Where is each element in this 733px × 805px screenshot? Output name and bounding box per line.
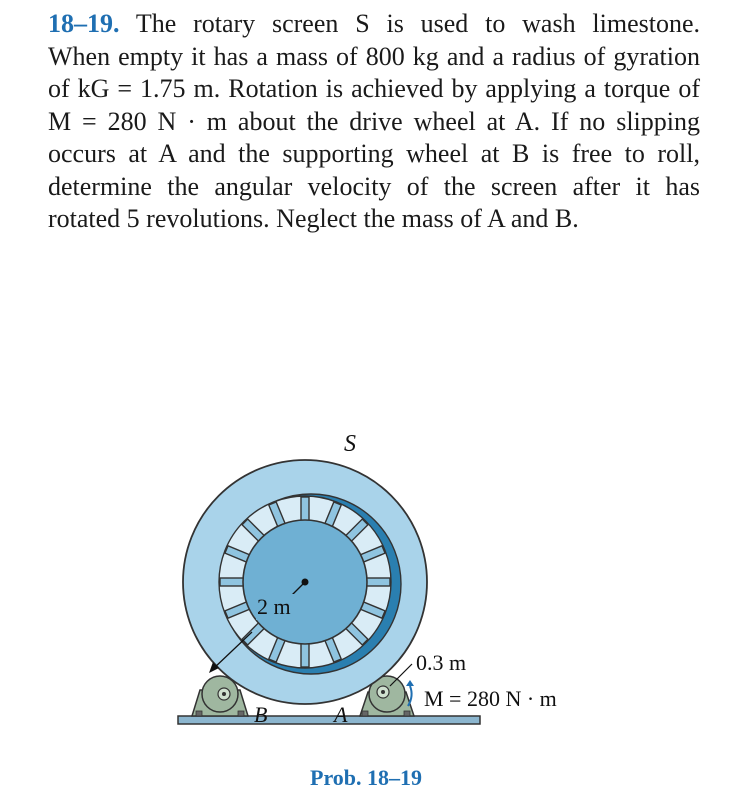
- problem-line-1: 18–19. The rotary screen S is used to wash limestone.: [48, 9, 700, 38]
- problem-line-3: of kG = 1.75 m. Rotation is achieved by applying a torque of: [48, 74, 700, 103]
- torque-label: M = 280 N · m: [424, 686, 557, 711]
- label-s: S: [344, 431, 356, 457]
- radius-label: 2 m: [257, 594, 291, 619]
- problem-line-2: When empty it has a mass of 800 kg and a radius of gyration: [48, 41, 700, 71]
- problem-line-5: occurs at A and the supporting wheel at B is free to roll,: [48, 139, 700, 168]
- label-a: A: [334, 702, 348, 727]
- torque-arrowhead: [406, 680, 414, 686]
- problem-line-6: determine the angular velocity of the screen after it has: [48, 171, 700, 201]
- label-b: B: [254, 702, 268, 727]
- small-radius-label: 0.3 m: [416, 650, 467, 675]
- problem-number: 18–19.: [48, 9, 120, 38]
- figure-caption: Prob. 18–19: [310, 765, 423, 790]
- base-plate: [178, 716, 480, 724]
- problem-statement: [48, 8, 700, 236]
- rotary-screen-figure: [0, 420, 733, 805]
- problem-line-4: M = 280 N · m about the drive wheel at A. If no slipping: [48, 106, 700, 136]
- torque-arrow: [408, 686, 412, 706]
- problem-line-7: rotated 5 revolutions. Neglect the mass of A and B.: [48, 204, 579, 233]
